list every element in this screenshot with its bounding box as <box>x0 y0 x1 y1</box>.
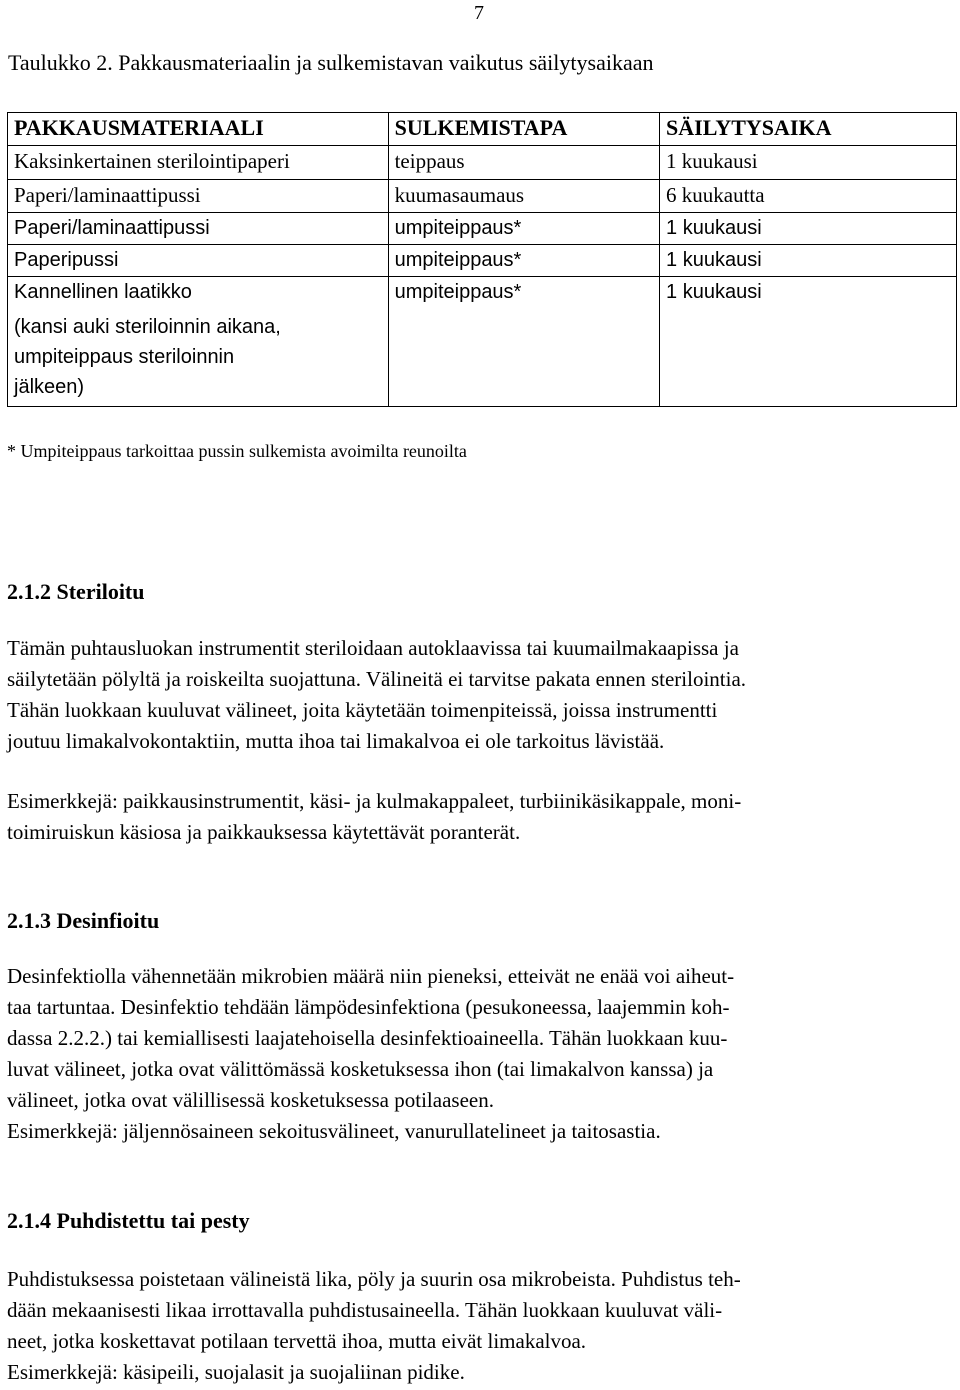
table-footnote: * Umpiteippaus tarkoittaa pussin sulkemista avoimilta reunoilta <box>7 441 467 461</box>
paragraph <box>7 786 953 848</box>
page-number: 7 <box>474 2 484 24</box>
table-cell: Kaksinkertainen sterilointipaperi <box>8 146 389 179</box>
paragraph <box>7 961 953 1147</box>
table-cell: 1 kuukausi <box>660 212 957 244</box>
section-heading-desinfioitu: 2.1.3 Desinfioitu <box>7 908 160 933</box>
header-packaging-material: PAKKAUSMATERIAALI <box>8 113 389 146</box>
text-line: luvat välineet, jotka ovat välittömässä kosketuksessa ihon (tai limakalvon kanssa) ja <box>7 1057 714 1081</box>
text-line: Esimerkkejä: käsipeili, suojalasit ja suojaliinan pidike. <box>7 1360 465 1384</box>
table-row <box>8 179 957 212</box>
text-line: Puhdistuksessa poistetaan välineistä lika, pöly ja suurin osa mikrobeista. Puhdistus teh- <box>7 1267 741 1291</box>
table-cell: 1 kuukausi <box>660 146 957 179</box>
section-heading-puhdistettu: 2.1.4 Puhdistettu tai pesty <box>7 1208 250 1233</box>
table-cell: 6 kuukautta <box>660 179 957 212</box>
note-line: jälkeen) <box>14 375 85 398</box>
table-cell: teippaus <box>388 146 659 179</box>
text-line: joutuu limakalvokontaktiin, mutta ihoa tai limakalvoa ei ole tarkoitus lävistää. <box>7 729 665 753</box>
table-cell: Paperipussi <box>8 244 389 276</box>
table-header-row <box>8 113 957 146</box>
table-cell: 1 kuukausi <box>660 244 957 276</box>
header-storage-time: SÄILYTYSAIKA <box>660 113 957 146</box>
note-line: (kansi auki steriloinnin aikana, <box>14 315 281 338</box>
packaging-table <box>7 112 957 407</box>
text-line: dassa 2.2.2.) tai kemiallisesti laajatehoisella desinfektioaineella. Tähän luokkaan kuu- <box>7 1026 728 1050</box>
text-line: toimiruiskun käsiosa ja paikkauksessa käytettävät poranterät. <box>7 820 521 844</box>
section-heading-steriloitu: 2.1.2 Steriloitu <box>7 579 145 604</box>
table-row <box>8 146 957 179</box>
header-closing-method: SULKEMISTAPA <box>388 113 659 146</box>
text-line: neet, jotka koskettavat potilaan tervettä ihoa, mutta eivät limakalvoa. <box>7 1329 587 1353</box>
table-cell: umpiteippaus* <box>388 276 659 406</box>
table-row <box>8 244 957 276</box>
table-row <box>8 212 957 244</box>
text-line: Esimerkkejä: jäljennösaineen sekoitusvälineet, vanurullatelineet ja taitosastia. <box>7 1119 661 1143</box>
text-line: Desinfektiolla vähennetään mikrobien määrä niin pieneksi, etteivät ne enää voi aiheut- <box>7 964 735 988</box>
table-cell-note <box>14 312 382 402</box>
table-cell: kuumasaumaus <box>388 179 659 212</box>
paragraph <box>7 1264 953 1388</box>
table-cell: Paperi/laminaattipussi <box>8 179 389 212</box>
table-cell: 1 kuukausi <box>660 276 957 406</box>
text-line: taa tartuntaa. Desinfektio tehdään lämpödesinfektiona (pesukoneessa, laajemmin koh- <box>7 995 730 1019</box>
note-line: umpiteippaus steriloinnin <box>14 345 235 368</box>
paragraph <box>7 633 953 757</box>
text-line: säilytetään pölyltä ja roiskeilta suojattuna. Välineitä ei tarvitse pakata ennen sterilointia. <box>7 667 747 691</box>
text-line: Tähän luokkaan kuuluvat välineet, joita käytetään toimenpiteissä, joissa instrumentti <box>7 698 718 722</box>
table-row <box>8 276 957 406</box>
table-cell: umpiteippaus* <box>388 212 659 244</box>
text-line: dään mekaanisesti likaa irrottavalla puhdistusaineella. Tähän luokkaan kuuluvat väli- <box>7 1298 723 1322</box>
text-line: Esimerkkejä: paikkausinstrumentit, käsi- ja kulmakappaleet, turbiinikäsikappale, moni- <box>7 789 742 813</box>
table-cell <box>8 276 389 406</box>
table-cell: Paperi/laminaattipussi <box>8 212 389 244</box>
table-title: Taulukko 2. Pakkausmateriaalin ja sulkemistavan vaikutus säilytysaikaan <box>8 50 654 75</box>
table-cell-main: Kannellinen laatikko <box>14 280 192 303</box>
text-line: välineet, jotka ovat välillisessä kosketuksessa potilaaseen. <box>7 1088 494 1112</box>
table-cell: umpiteippaus* <box>388 244 659 276</box>
text-line: Tämän puhtausluokan instrumentit steriloidaan autoklaavissa tai kuumailmakaapissa ja <box>7 636 739 660</box>
